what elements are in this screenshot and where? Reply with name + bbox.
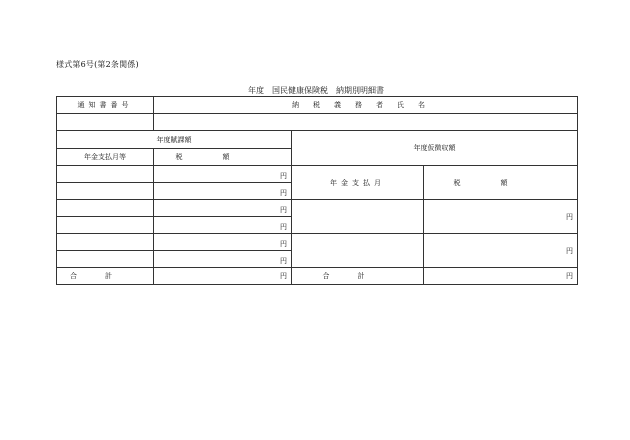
assessed-month-cell[interactable] bbox=[57, 234, 154, 251]
provisional-tax-cell[interactable]: 円 bbox=[424, 200, 578, 234]
assessed-month-cell[interactable] bbox=[57, 251, 154, 268]
assessed-month-cell[interactable] bbox=[57, 183, 154, 200]
assessed-tax-cell[interactable]: 円 bbox=[154, 200, 292, 217]
assessed-month-col-label: 年金支払月等 bbox=[57, 149, 154, 166]
section-row bbox=[57, 131, 578, 149]
provisional-total-label: 合計 bbox=[292, 268, 424, 285]
assessed-tax-cell[interactable]: 円 bbox=[154, 217, 292, 234]
assessed-tax-cell[interactable]: 円 bbox=[154, 251, 292, 268]
form-title: 年度 国民健康保険税 納期別明細書 bbox=[248, 86, 384, 95]
taxpayer-name-field[interactable] bbox=[154, 114, 578, 131]
assessed-month-cell[interactable] bbox=[57, 217, 154, 234]
assessed-total-label: 合計 bbox=[57, 268, 154, 285]
notice-number-field[interactable] bbox=[57, 114, 154, 131]
provisional-tax-col-label: 税額 bbox=[424, 166, 578, 200]
assessed-tax-cell[interactable]: 円 bbox=[154, 166, 292, 183]
provisional-month-col-label: 年金支払月 bbox=[292, 166, 424, 200]
header-value-row bbox=[57, 114, 578, 131]
total-row bbox=[57, 268, 578, 285]
form-number: 様式第6号(第2条関係) bbox=[56, 60, 139, 69]
assessed-month-cell[interactable] bbox=[57, 166, 154, 183]
table-row bbox=[57, 234, 578, 251]
table-row bbox=[57, 200, 578, 217]
assessed-tax-cell[interactable]: 円 bbox=[154, 234, 292, 251]
assessed-tax-col-label: 税額 bbox=[154, 149, 292, 166]
provisional-month-cell[interactable] bbox=[292, 200, 424, 234]
assessed-section-label: 年度賦課額 bbox=[57, 131, 292, 149]
provisional-section-label: 年度仮徴収額 bbox=[292, 131, 578, 166]
provisional-tax-cell[interactable]: 円 bbox=[424, 234, 578, 268]
assessed-tax-cell[interactable]: 円 bbox=[154, 183, 292, 200]
assessed-month-cell[interactable] bbox=[57, 200, 154, 217]
notice-number-label: 通知書番号 bbox=[57, 97, 154, 114]
taxpayer-name-label: 納税義務者氏名 bbox=[154, 97, 578, 114]
provisional-month-cell[interactable] bbox=[292, 234, 424, 268]
tax-schedule-table bbox=[56, 96, 578, 285]
assessed-total-cell[interactable]: 円 bbox=[154, 268, 292, 285]
header-row bbox=[57, 97, 578, 114]
table-row bbox=[57, 166, 578, 183]
provisional-total-cell[interactable]: 円 bbox=[424, 268, 578, 285]
